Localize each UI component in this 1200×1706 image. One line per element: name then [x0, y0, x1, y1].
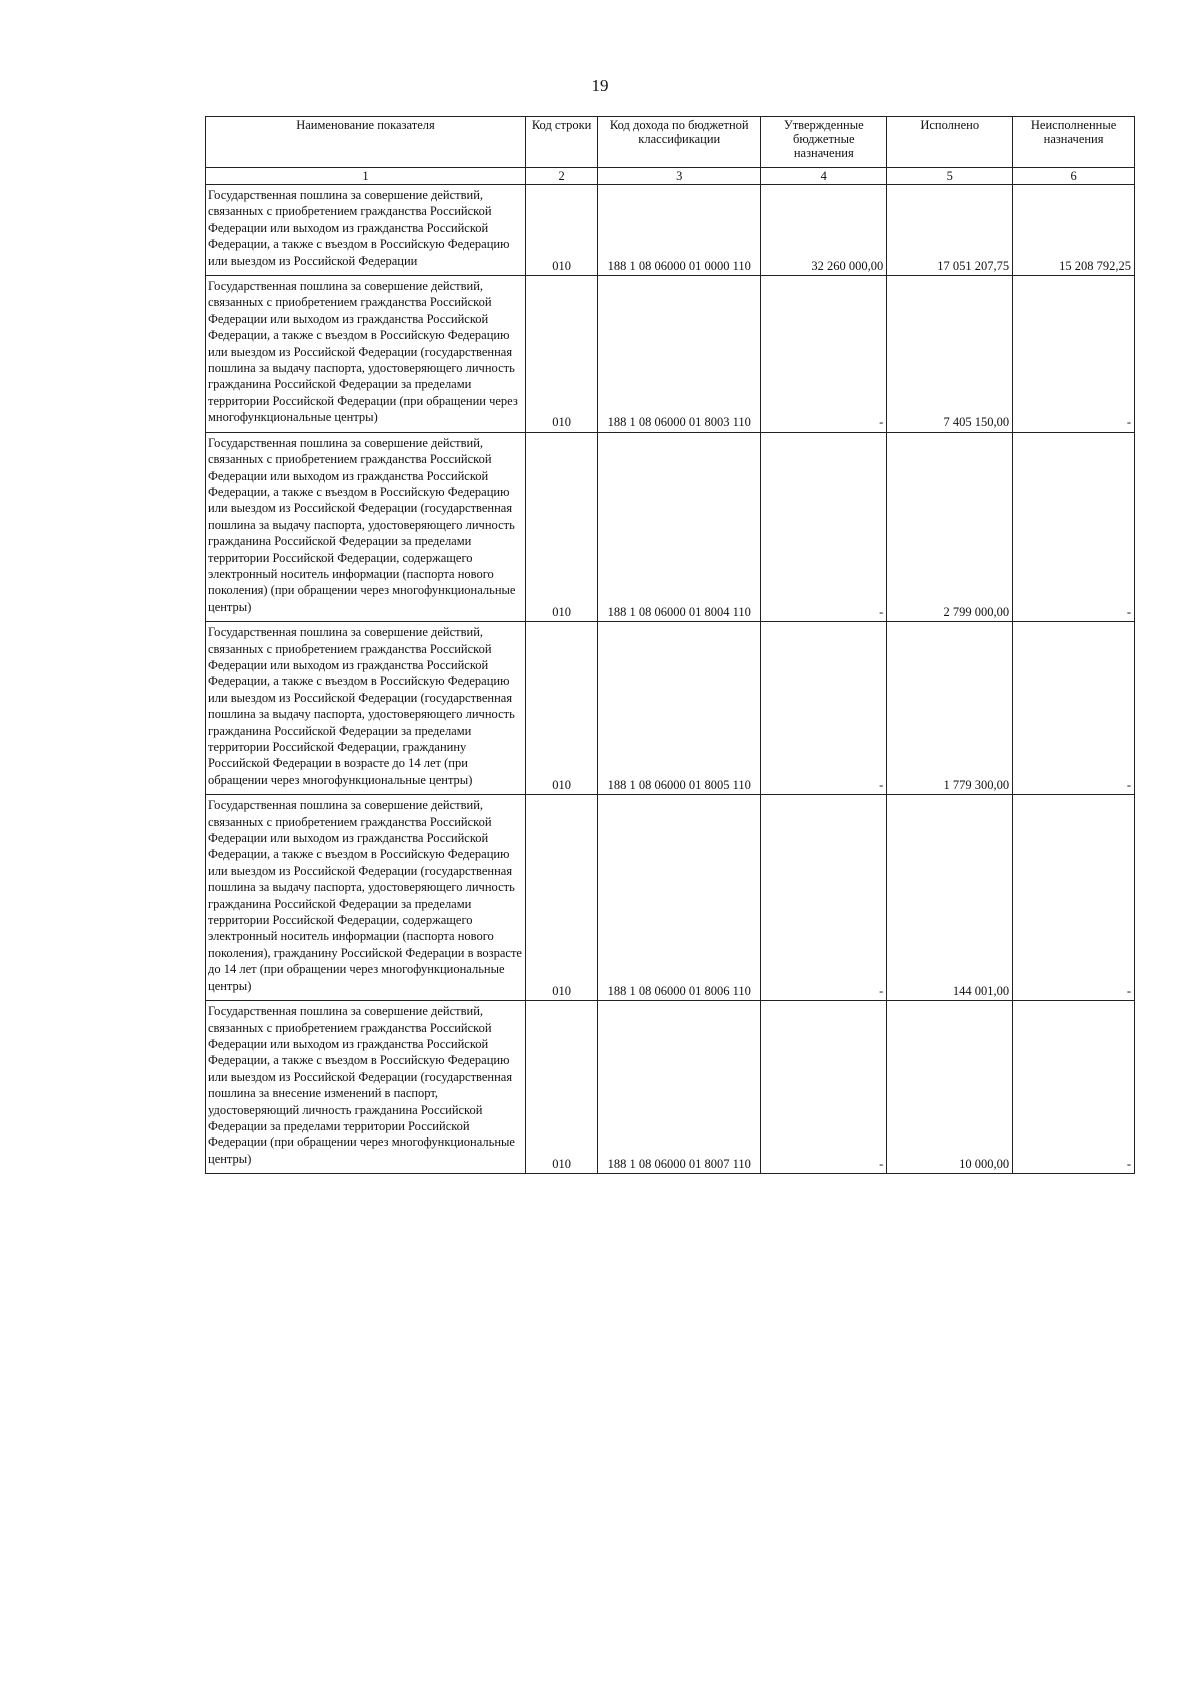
indicator-name: Государственная пошлина за совершение действий, связанных с приобретением гражданства Российской Федерации или выходом из гражданства Российской Федерации, а также с въездом в Российскую Федерацию или выездом из Российской Федерации (государственная пошлина за выдачу паспорта, удостоверяющего личность гражданина Российской Федерации за пределами территории Российской Федерации, гражданину Российской Федерации в возрасте до 14 лет (при обращении через многофункциональные центры)	[206, 622, 526, 795]
column-header: Наименование показателя	[206, 117, 526, 168]
line-code: 010	[525, 622, 597, 795]
table-row	[206, 432, 1135, 621]
column-header: Утвержденные бюджетные назначения	[761, 117, 887, 168]
line-code: 010	[525, 1001, 597, 1174]
table-row	[206, 1001, 1135, 1174]
line-code: 010	[525, 185, 597, 276]
unexecuted-amount: -	[1013, 795, 1135, 1001]
column-number: 1	[206, 168, 526, 185]
column-header: Код дохода по бюджетной классификации	[598, 117, 761, 168]
column-header: Код строки	[525, 117, 597, 168]
approved-amount: -	[761, 432, 887, 621]
approved-amount: 32 260 000,00	[761, 185, 887, 276]
indicator-name: Государственная пошлина за совершение действий, связанных с приобретением гражданства Российской Федерации или выходом из гражданства Российской Федерации, а также с въездом в Российскую Федерацию или выездом из Российской Федерации	[206, 185, 526, 276]
approved-amount: -	[761, 276, 887, 433]
table-row	[206, 276, 1135, 433]
income-code: 188 1 08 06000 01 8003 110	[598, 276, 761, 433]
column-number: 6	[1013, 168, 1135, 185]
income-code: 188 1 08 06000 01 8005 110	[598, 622, 761, 795]
unexecuted-amount: 15 208 792,25	[1013, 185, 1135, 276]
executed-amount: 2 799 000,00	[887, 432, 1013, 621]
indicator-name: Государственная пошлина за совершение действий, связанных с приобретением гражданства Российской Федерации или выходом из гражданства Российской Федерации, а также с въездом в Российскую Федерацию или выездом из Российской Федерации (государственная пошлина за внесение изменений в паспорт, удостоверяющий личность гражданина Российской Федерации за пределами территории Российской Федерации (при обращении через многофункциональные центры)	[206, 1001, 526, 1174]
unexecuted-amount: -	[1013, 622, 1135, 795]
indicator-name: Государственная пошлина за совершение действий, связанных с приобретением гражданства Российской Федерации или выходом из гражданства Российской Федерации, а также с въездом в Российскую Федерацию или выездом из Российской Федерации (государственная пошлина за выдачу паспорта, удостоверяющего личность гражданина Российской Федерации за пределами территории Российской Федерации, содержащего электронный носитель информации (паспорта нового поколения), гражданину Российской Федерации в возрасте до 14 лет (при обращении через многофункциональные центры)	[206, 795, 526, 1001]
executed-amount: 144 001,00	[887, 795, 1013, 1001]
column-number: 4	[761, 168, 887, 185]
line-code: 010	[525, 432, 597, 621]
executed-amount: 10 000,00	[887, 1001, 1013, 1174]
column-number: 3	[598, 168, 761, 185]
table-header-row	[206, 117, 1135, 168]
indicator-name: Государственная пошлина за совершение действий, связанных с приобретением гражданства Российской Федерации или выходом из гражданства Российской Федерации, а также с въездом в Российскую Федерацию или выездом из Российской Федерации (государственная пошлина за выдачу паспорта, удостоверяющего личность гражданина Российской Федерации за пределами территории Российской Федерации (при обращении через многофункциональные центры)	[206, 276, 526, 433]
column-header: Неисполненные назначения	[1013, 117, 1135, 168]
income-code: 188 1 08 06000 01 8004 110	[598, 432, 761, 621]
executed-amount: 1 779 300,00	[887, 622, 1013, 795]
unexecuted-amount: -	[1013, 276, 1135, 433]
unexecuted-amount: -	[1013, 432, 1135, 621]
column-number-row	[206, 168, 1135, 185]
income-code: 188 1 08 06000 01 0000 110	[598, 185, 761, 276]
indicator-name: Государственная пошлина за совершение действий, связанных с приобретением гражданства Российской Федерации или выходом из гражданства Российской Федерации, а также с въездом в Российскую Федерацию или выездом из Российской Федерации (государственная пошлина за выдачу паспорта, удостоверяющего личность гражданина Российской Федерации за пределами территории Российской Федерации, содержащего электронный носитель информации (паспорта нового поколения) (при обращении через многофункциональные центры)	[206, 432, 526, 621]
column-number: 5	[887, 168, 1013, 185]
line-code: 010	[525, 276, 597, 433]
line-code: 010	[525, 795, 597, 1001]
executed-amount: 7 405 150,00	[887, 276, 1013, 433]
budget-execution-table	[205, 116, 1135, 1174]
approved-amount: -	[761, 1001, 887, 1174]
page-number: 19	[591, 76, 609, 95]
approved-amount: -	[761, 622, 887, 795]
income-code: 188 1 08 06000 01 8007 110	[598, 1001, 761, 1174]
table-row	[206, 795, 1135, 1001]
approved-amount: -	[761, 795, 887, 1001]
column-header: Исполнено	[887, 117, 1013, 168]
executed-amount: 17 051 207,75	[887, 185, 1013, 276]
unexecuted-amount: -	[1013, 1001, 1135, 1174]
table-row	[206, 185, 1135, 276]
income-code: 188 1 08 06000 01 8006 110	[598, 795, 761, 1001]
column-number: 2	[525, 168, 597, 185]
table-row	[206, 622, 1135, 795]
